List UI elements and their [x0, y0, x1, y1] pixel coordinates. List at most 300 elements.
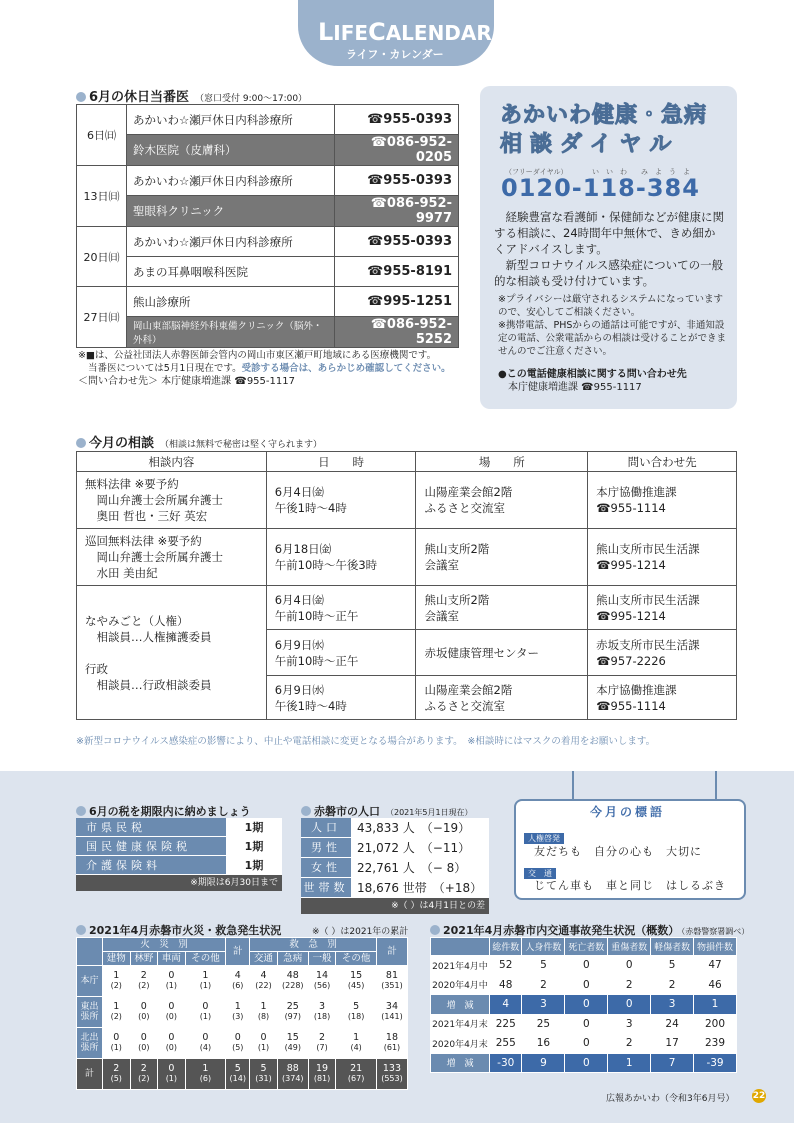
fire-row-header: 計	[77, 1059, 103, 1090]
fire-cumulative: (1)	[257, 1043, 270, 1052]
consult-header: 問い合わせ先	[588, 452, 737, 472]
fire-value: 14	[315, 970, 329, 981]
consult-content-line: 相談員…行政相談委員	[85, 677, 212, 692]
fire-value: 2	[319, 1032, 326, 1043]
traffic-cell: 16	[522, 1034, 565, 1054]
consult-cell-line: ☎955-1114	[596, 501, 666, 515]
fire-cell	[308, 1028, 336, 1059]
fire-subheader: 一般	[308, 952, 336, 966]
consult-cell-line: ☎995-1214	[596, 608, 666, 623]
fire-cell	[185, 966, 226, 997]
fire-cumulative: (14)	[229, 1074, 246, 1083]
traffic-cell: 5	[522, 956, 565, 976]
fire-value: 81	[385, 970, 399, 981]
fire-cell	[277, 966, 308, 997]
fire-total-header: 計	[226, 938, 250, 966]
traffic-corner	[431, 938, 490, 956]
traffic-cell: 9	[522, 1053, 565, 1073]
traffic-row	[431, 1014, 737, 1034]
bullet-icon	[76, 92, 86, 102]
tax-name: 市県民税	[76, 818, 226, 836]
consult-cell-line: ふるさと交流室	[424, 501, 505, 515]
traffic-cell: 1	[608, 1053, 651, 1073]
consult-header: 相談内容	[77, 452, 267, 472]
fire-row	[77, 966, 408, 997]
fire-cell	[130, 1059, 158, 1090]
consult-content	[77, 472, 267, 529]
fire-cumulative: (31)	[255, 1074, 272, 1083]
fire-value: 19	[315, 1063, 329, 1074]
motto-text-2: じてん車も 車と同じ はしるぶき	[534, 879, 726, 892]
bullet-icon	[76, 925, 86, 935]
consult-note: ※新型コロナウイルス感染症の影響により、中止や電話相談に変更となる場合があります。 ※相談時にはマスクの着用をお願いします。	[76, 736, 656, 747]
traffic-header: 軽傷者数	[651, 938, 694, 956]
traffic-cell: 46	[694, 975, 737, 995]
traffic-cell: 4	[490, 995, 522, 1015]
traffic-cell: 255	[490, 1034, 522, 1054]
clinic-phone: ☎086-952-9977	[335, 196, 459, 227]
traffic-cell: 2	[608, 975, 651, 995]
fire-value: 0	[202, 1001, 209, 1012]
population-value: 22,761 人 （− 8）	[351, 858, 489, 877]
traffic-cell: 3	[651, 995, 694, 1015]
motto-text-1: 友だちも 自分の心も 大切に	[534, 845, 702, 858]
traffic-cell: 239	[694, 1034, 737, 1054]
fire-cumulative: (0)	[138, 1043, 150, 1052]
consult-cell-line: 午前10時〜午後3時	[274, 558, 378, 572]
population-label: 男性	[301, 838, 351, 857]
fire-cell	[250, 966, 278, 997]
fire-value: 48	[286, 970, 299, 981]
consult-cell-line: 午前10時〜正午	[274, 653, 359, 668]
fire-cumulative: (67)	[347, 1074, 365, 1083]
holiday-day: 20日㈰	[77, 227, 127, 287]
fire-value: 5	[260, 1063, 267, 1074]
fire-value: 0	[234, 1032, 241, 1043]
traffic-cell: -39	[694, 1053, 737, 1073]
traffic-cell: 0	[608, 956, 651, 976]
fire-cumulative: (2)	[138, 1074, 150, 1083]
consult-c4	[588, 529, 737, 586]
holiday-row	[77, 196, 459, 227]
consult-cell-line: 6月9日㈬	[274, 682, 324, 697]
fire-value: 15	[350, 970, 363, 981]
fire-value: 34	[385, 1001, 399, 1012]
fire-cumulative: (1)	[165, 1074, 178, 1083]
traffic-cell: 200	[694, 1014, 737, 1034]
consult-cell-line: ☎955-1114	[596, 698, 666, 713]
traffic-cell: 1	[694, 995, 737, 1015]
clinic-name: あまの耳鼻咽喉科医院	[127, 257, 335, 287]
fire-cumulative: (2)	[138, 981, 150, 990]
fire-value: 25	[286, 1001, 299, 1012]
bullet-icon	[301, 806, 311, 816]
traffic-header: 物損件数	[694, 938, 737, 956]
fire-cumulative: (6)	[232, 981, 244, 990]
traffic-row-header: 増 減	[431, 1053, 490, 1073]
dial-number: 0120-118-384	[501, 174, 700, 202]
dial-inquiry: ●この電話健康相談に関する問い合わせ先 本庁健康増進課 ☎955-1117	[498, 369, 687, 393]
fire-value: 5	[234, 1063, 241, 1074]
consult-cell-line: 会議室	[424, 558, 459, 572]
consult-cell-line: 赤坂健康管理センター	[424, 645, 539, 660]
fire-cell	[277, 997, 308, 1028]
consult-content	[77, 529, 267, 586]
fire-cell	[308, 966, 336, 997]
fire-cell	[226, 966, 250, 997]
fire-subheader: その他	[185, 952, 226, 966]
traffic-cell: 2	[522, 975, 565, 995]
fire-value: 4	[234, 970, 241, 981]
fire-cumulative: (1)	[199, 1012, 212, 1021]
consult-c3	[416, 529, 588, 586]
consult-content	[77, 586, 267, 720]
consult-content-line	[85, 645, 258, 661]
fire-value: 0	[168, 1063, 175, 1074]
page-number: 22	[752, 1091, 766, 1101]
consult-content-line: 水田 美由紀	[85, 566, 158, 580]
consult-content-line: 岡山弁護士会所属弁護士	[85, 550, 223, 564]
consult-content-line: 巡回無料法律 ※要予約	[85, 534, 202, 548]
fire-subheader: 車両	[158, 952, 186, 966]
fire-value: 3	[319, 1001, 326, 1012]
traffic-cell: 0	[565, 1053, 608, 1073]
fire-cumulative: (45)	[347, 981, 365, 990]
population-label: 世帯数	[301, 878, 351, 897]
traffic-cell: 0	[608, 995, 651, 1015]
fire-cumulative: (6)	[199, 1074, 212, 1083]
traffic-row	[431, 1034, 737, 1054]
fire-cumulative: (1)	[199, 981, 212, 990]
traffic-header: 人身件数	[522, 938, 565, 956]
traffic-cell: 0	[565, 995, 608, 1015]
fire-value: 18	[385, 1032, 399, 1043]
tax-footnote: ※期限は6月30日まで	[76, 875, 282, 891]
ems-group-header: 救 急 別	[250, 938, 377, 952]
consult-header: 場 所	[416, 452, 588, 472]
footer-text: 広報あかいわ（令和3年6月号）	[606, 1094, 735, 1104]
dial-title: あかいわ健康・急病	[500, 103, 708, 128]
fire-cumulative: (18)	[347, 1012, 365, 1021]
holiday-row	[77, 287, 459, 317]
holiday-day: 27日㈰	[77, 287, 127, 348]
fire-cumulative: (3)	[232, 1012, 244, 1021]
consult-c3	[416, 586, 588, 630]
fire-cumulative: (2)	[110, 1012, 122, 1021]
traffic-row	[431, 1053, 737, 1073]
population-value: 43,833 人 （−19）	[351, 818, 489, 837]
fire-value: 0	[260, 1032, 267, 1043]
traffic-cell: 0	[565, 1014, 608, 1034]
traffic-cell: 47	[694, 956, 737, 976]
consult-cell-line: 午前10時〜正午	[274, 608, 359, 623]
fire-note: ※（ ）は2021年の累計	[312, 927, 409, 937]
tax-name: 介護保険料	[76, 856, 226, 874]
traffic-cell: 3	[608, 1014, 651, 1034]
fire-cell	[185, 997, 226, 1028]
fire-value: 0	[168, 1001, 175, 1012]
consult-cell-line: 赤坂支所市民生活課	[596, 637, 700, 652]
fire-cell	[277, 1028, 308, 1059]
fire-cumulative: (4)	[199, 1043, 212, 1052]
traffic-cell: 2	[651, 975, 694, 995]
tax-title: 6月の税を期限内に納めましょう	[76, 803, 251, 819]
traffic-cell: 0	[565, 975, 608, 995]
holiday-row	[77, 166, 459, 196]
consult-cell-line: 熊山支所市民生活課	[596, 592, 700, 607]
consult-cell-line: 山陽産業会館2階	[424, 682, 513, 697]
fire-cell	[376, 1028, 407, 1059]
fire-cell	[103, 1028, 131, 1059]
fire-subheader: その他	[336, 952, 377, 966]
clinic-name: 聖眼科クリニック	[127, 196, 335, 227]
consult-content-line: 無料法律 ※要予約	[85, 477, 179, 491]
consult-c3	[416, 676, 588, 720]
clinic-name: あかいわ☆瀬戸休日内科診療所	[127, 166, 335, 196]
tax-name: 国民健康保険税	[76, 837, 226, 855]
population-value: 18,676 世帯 （+18）	[351, 878, 489, 897]
traffic-row-header: 2020年4月中	[431, 975, 490, 995]
fire-subheader: 林野	[130, 952, 158, 966]
consult-cell-line: 熊山支所2階	[424, 542, 490, 556]
consult-c2	[266, 472, 416, 529]
traffic-cell: 225	[490, 1014, 522, 1034]
fire-cell	[103, 1059, 131, 1090]
population-footnote: ※（ ）は4月1日との差	[301, 898, 489, 914]
fire-cumulative: (0)	[165, 1012, 178, 1021]
header-logo: LIFECALENDAR	[318, 18, 492, 46]
fire-value: 2	[140, 970, 147, 981]
consult-content-line: 奥田 哲也・三好 英宏	[85, 509, 208, 523]
fire-value: 15	[286, 1032, 299, 1043]
fire-value: 1	[260, 1001, 267, 1012]
motto-label-1: 人権啓発	[524, 826, 564, 845]
clinic-name: あかいわ☆瀬戸休日内科診療所	[127, 105, 335, 135]
consult-cell-line: 6月9日㈬	[274, 637, 324, 652]
consult-c4	[588, 630, 737, 676]
fire-cell	[103, 966, 131, 997]
fire-cell	[250, 997, 278, 1028]
population-label: 人口	[301, 818, 351, 837]
bullet-icon	[76, 806, 86, 816]
traffic-cell: 2	[608, 1034, 651, 1054]
population-row	[301, 838, 489, 858]
fire-value: 0	[202, 1032, 209, 1043]
traffic-cell: 52	[490, 956, 522, 976]
traffic-row	[431, 975, 737, 995]
traffic-row-header: 2021年4月末	[431, 1014, 490, 1034]
fire-cumulative: (8)	[257, 1012, 270, 1021]
fire-corner	[77, 938, 103, 966]
dial-body: 経験豊富な看護師・保健師などが健康に関する相談に、24時間年中無休で、きめ細かくアドバイスします。 新型コロナウイルス感染症についての一般的な相談も受け付けています。	[494, 210, 724, 288]
fire-cell	[158, 1028, 186, 1059]
bullet-icon	[76, 438, 86, 448]
fire-subheader: 急病	[277, 952, 308, 966]
fire-value: 1	[202, 1063, 209, 1074]
fire-cumulative: (61)	[383, 1043, 401, 1052]
traffic-header: 総件数	[490, 938, 522, 956]
consult-row	[77, 586, 737, 630]
traffic-cell: 0	[565, 1034, 608, 1054]
fire-cell	[376, 1059, 407, 1090]
fire-cell	[185, 1059, 226, 1090]
fire-cell	[250, 1028, 278, 1059]
fire-cell	[130, 997, 158, 1028]
fire-cell	[103, 997, 131, 1028]
clinic-phone: ☎086-952-0205	[335, 135, 459, 166]
consult-cell-line: 午後1時〜4時	[274, 501, 347, 515]
fire-subheader: 建物	[103, 952, 131, 966]
traffic-cell: -30	[490, 1053, 522, 1073]
fire-cumulative: (1)	[110, 1043, 122, 1052]
fire-row-header: 本庁	[77, 966, 103, 997]
consult-cell-line: ふるさと交流室	[424, 698, 505, 713]
fire-cumulative: (56)	[313, 981, 331, 990]
fire-cumulative: (7)	[316, 1043, 328, 1052]
traffic-cell: 7	[651, 1053, 694, 1073]
fire-cell	[158, 997, 186, 1028]
holiday-day: 6日㈰	[77, 105, 127, 166]
traffic-row	[431, 995, 737, 1015]
fire-cell	[308, 1059, 336, 1090]
holiday-table	[76, 104, 459, 348]
fire-cumulative: (49)	[284, 1043, 301, 1052]
fire-value: 2	[113, 1063, 120, 1074]
tax-row	[76, 837, 282, 856]
fire-cell	[158, 966, 186, 997]
fire-cell	[336, 1059, 377, 1090]
clinic-phone: ☎955-8191	[335, 257, 459, 287]
bullet-icon	[430, 925, 440, 935]
consult-cell-line: 本庁協働推進課	[596, 485, 677, 499]
traffic-cell: 17	[651, 1034, 694, 1054]
fire-value: 1	[202, 970, 209, 981]
consult-cell-line: 6月18日㈮	[274, 542, 332, 556]
fire-value: 88	[286, 1063, 299, 1074]
consult-c3	[416, 472, 588, 529]
fire-value: 1	[353, 1032, 360, 1043]
holiday-day: 13日㈰	[77, 166, 127, 227]
fire-value: 4	[260, 970, 267, 981]
fire-cell	[376, 966, 407, 997]
fire-cumulative: (4)	[350, 1043, 362, 1052]
fire-row-header: 東出張所	[77, 997, 103, 1028]
fire-cell	[308, 997, 336, 1028]
holiday-row	[77, 257, 459, 287]
fire-cumulative: (553)	[381, 1074, 403, 1083]
traffic-cell: 24	[651, 1014, 694, 1034]
traffic-table	[430, 937, 737, 1073]
fire-cell	[376, 997, 407, 1028]
holiday-row	[77, 135, 459, 166]
tax-period: 1期	[226, 837, 282, 855]
holiday-row	[77, 227, 459, 257]
population-row	[301, 858, 489, 878]
traffic-row-header: 2021年4月中	[431, 956, 490, 976]
fire-cell	[130, 1028, 158, 1059]
traffic-cell: 5	[651, 956, 694, 976]
fire-value: 1	[234, 1001, 241, 1012]
consult-cell-line: ☎995-1214	[596, 558, 666, 572]
consult-header: 日 時	[266, 452, 416, 472]
fire-cumulative: (22)	[255, 981, 272, 990]
header-subtitle: ライフ・カレンダー	[346, 48, 444, 61]
fire-cell	[226, 1059, 250, 1090]
population-row	[301, 878, 489, 898]
consult-row	[77, 529, 737, 586]
fire-cumulative: (0)	[165, 1043, 178, 1052]
consult-c2	[266, 676, 416, 720]
fire-cumulative: (81)	[313, 1074, 331, 1083]
consult-cell-line: 熊山支所2階	[424, 592, 490, 607]
consult-content-line: なやみごと（人権）	[85, 613, 189, 628]
consult-c2	[266, 630, 416, 676]
holiday-note: ※■は、公益社団法人赤磐医師会管内の岡山市東区瀬戸町地域にある医療機関です。 当番医については5月1日現在です。受診する場合は、あらかじめ確認してください。 ＜問い合わせ先＞ 本庁健康増進課 ☎955-1117	[78, 350, 451, 387]
fire-cumulative: (141)	[381, 1012, 403, 1021]
traffic-header: 重傷者数	[608, 938, 651, 956]
tax-period: 1期	[226, 818, 282, 836]
fire-cumulative: (351)	[381, 981, 403, 990]
consult-c4	[588, 586, 737, 630]
fire-cumulative: (1)	[165, 981, 178, 990]
fire-subheader: 交通	[250, 952, 278, 966]
fire-value: 0	[168, 1032, 175, 1043]
motto-label-2: 交 通	[524, 861, 556, 880]
consult-cell-line: 熊山支所市民生活課	[596, 542, 700, 556]
clinic-name: あかいわ☆瀬戸休日内科診療所	[127, 227, 335, 257]
consult-title: 今月の相談 （相談は無料で秘密は堅く守られます）	[76, 432, 322, 451]
fire-cumulative: (5)	[110, 1074, 122, 1083]
clinic-phone: ☎955-0393	[335, 227, 459, 257]
consult-cell-line: ☎957-2226	[596, 653, 666, 668]
fire-cumulative: (2)	[110, 981, 122, 990]
fire-row-header: 北出張所	[77, 1028, 103, 1059]
fire-value: 0	[140, 1001, 147, 1012]
population-table	[301, 818, 489, 914]
fire-table	[76, 937, 408, 1090]
population-row	[301, 818, 489, 838]
tax-period: 1期	[226, 856, 282, 874]
traffic-cell: 0	[565, 956, 608, 976]
consult-c4	[588, 472, 737, 529]
fire-cell	[336, 966, 377, 997]
traffic-cell: 3	[522, 995, 565, 1015]
fire-cumulative: (5)	[232, 1043, 244, 1052]
clinic-phone: ☎995-1251	[335, 287, 459, 317]
fire-cell	[277, 1059, 308, 1090]
fire-value: 0	[140, 1032, 147, 1043]
fire-row	[77, 1028, 408, 1059]
tax-row	[76, 856, 282, 875]
dial-kana: （フリーダイヤル） い い わ み よ う よ	[505, 168, 691, 176]
holiday-row	[77, 317, 459, 348]
fire-cumulative: (18)	[313, 1012, 331, 1021]
consult-cell-line: 6月4日㈮	[274, 592, 324, 607]
fire-row	[77, 1059, 408, 1090]
fire-value: 2	[140, 1063, 147, 1074]
traffic-row-header: 増 減	[431, 995, 490, 1015]
fire-value: 0	[113, 1032, 120, 1043]
fire-cell	[336, 1028, 377, 1059]
traffic-title: 2021年4月赤磐市内交通事故発生状況（概数） （赤磐警察署調べ）	[430, 922, 749, 938]
fire-group-header: 火 災 別	[103, 938, 226, 952]
fire-cumulative: (0)	[138, 1012, 150, 1021]
fire-cell	[158, 1059, 186, 1090]
fire-title: 2021年4月赤磐市火災・救急発生状況	[76, 922, 281, 938]
fire-value: 1	[113, 1001, 120, 1012]
tax-table	[76, 818, 282, 891]
holiday-row	[77, 105, 459, 135]
